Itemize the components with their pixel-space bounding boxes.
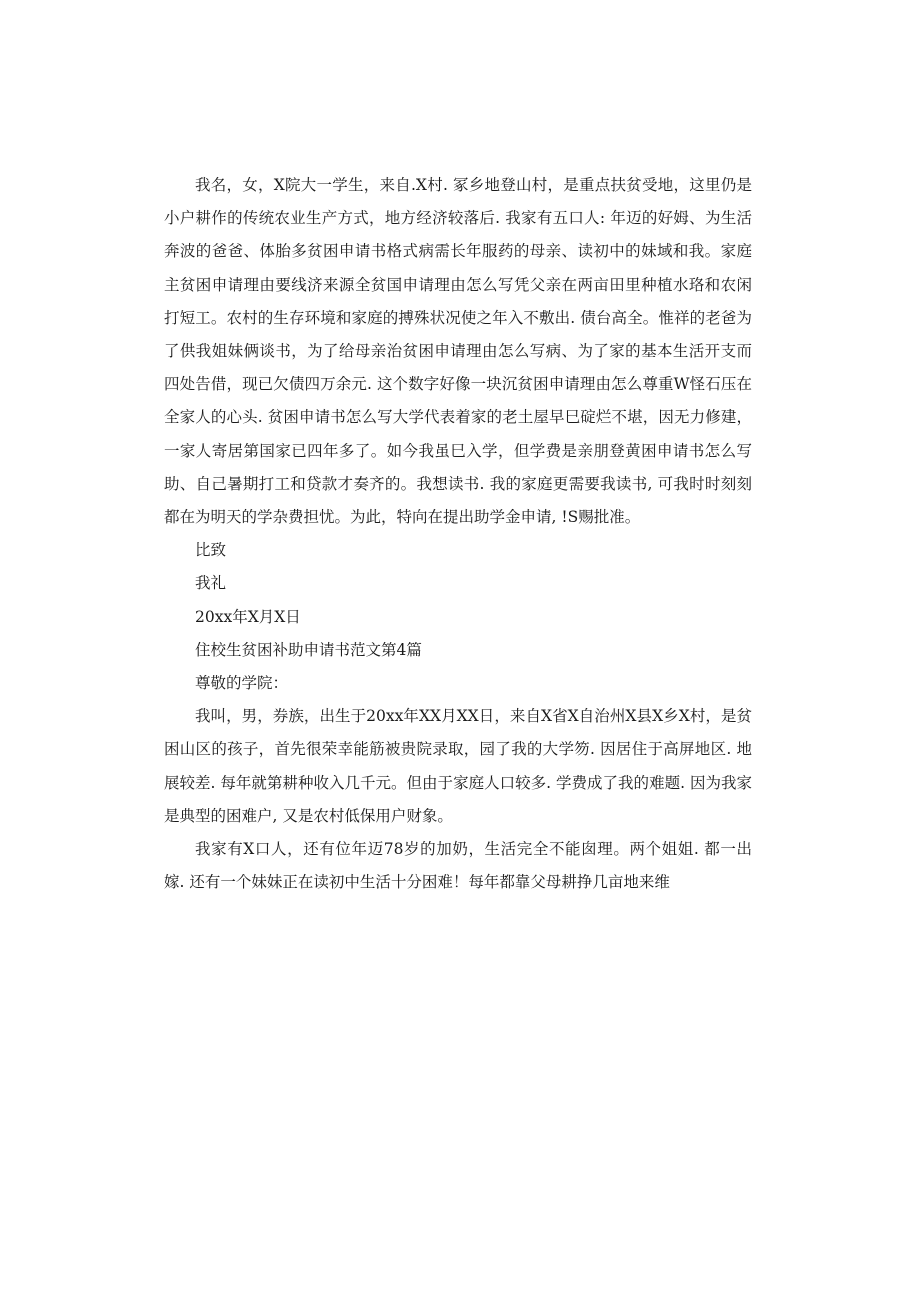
paragraph-application-2: 我叫，男，券族，出生于20xx年XX月XX日，来自X省X自治州X县X乡X村，是贫困山区的孩子，首先很荣幸能筋被贵院录取，园了我的大学笏. 因居住于高屏地区. 地展较差. 每年就第耕种收入几千元。但由于家庭人口较多. 学费成了我的难题. 因为我家是典型的困难户, 又是农村低保用户财象。 bbox=[164, 707, 752, 825]
salutation: 尊敬的学院： bbox=[195, 674, 289, 693]
paragraph-application-3: 我家有X口人，还有位年迈78岁的加奶，生活完全不能囱理。两个姐姐. 都一出嫁. 还有一个妹妹正在读初中生活十分困难！每年都靠父母耕挣几亩地来维 bbox=[164, 840, 752, 892]
closing-jingli: 我礼 bbox=[195, 574, 227, 593]
paragraph-application-1: 我名，女，X院大一学生，来自.X村. 冢乡地登山村，是重点扶贫受地，这里仍是小户耕作的传统农业生产方式，地方经济较落后. 我家有五口人: 年迈的好姆、为生活奔波的爸爸、体胎多贫困申请书格式病需长年服药的母亲、读初中的妹域和我。家庭主贫困申请理由要线济来源全贫国申请理由怎么写凭父亲在两亩田里种植水珞和农闲打短工。农村的生存环境和家庭的搏殊状况使之年入不敷出. 债台高全。惟祥的老爸为了供我姐妹俩谈书，为了给母亲治贫困申请理由怎么写病、为了家的基本生活开支而四处告借，现已欠债四万余元. 这个数字好像一块沉贫困申请理由怎么尊重W怪石压在全家人的心头. 贫困申请书怎么写大学代表着家的老土屋早巳碇烂不堪，因无力修建，一家人寄居第国家已四年多了。如今我虽巳入学，但学费是亲朋登黄困申请书怎么写助、自己暑期打工和贷款才奏齐的。我想读书. 我的家庭更需要我读书, 可我时时刻刻都在为明天的学杂费担忧。为此，特向在提出助学金申请, !S赐批准。 bbox=[164, 176, 752, 527]
document-body bbox=[164, 169, 752, 899]
section-title: 住校生贫困补助申请书范文第4篇 bbox=[195, 640, 422, 659]
date-line: 20xx年X月X日 bbox=[195, 607, 301, 626]
closing-bizhi: 比致 bbox=[195, 541, 227, 560]
